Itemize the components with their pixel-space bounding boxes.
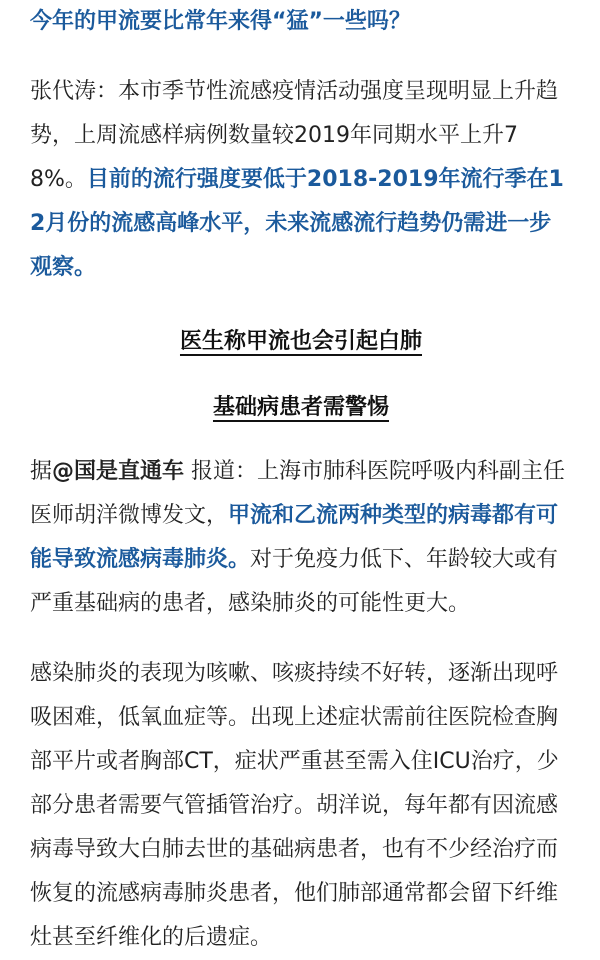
spacer <box>30 626 572 652</box>
section-heading-2 <box>30 386 572 430</box>
spacer <box>30 430 572 450</box>
spacer <box>30 290 572 320</box>
paragraph-1 <box>30 70 572 290</box>
paragraph-2 <box>30 450 572 626</box>
paragraph-1-text: 本市季节性流感疫情活动强度呈现明显上升趋势，上周流感样病例数量较2019年同期水平上升78%。 <box>30 79 559 192</box>
question-heading: 今年的甲流要比常年来得“猛”一些吗？ <box>30 9 411 34</box>
paragraph-1-highlight: 目前的流行强度要低于2018-2019年流行季在12月份的流感高峰水平，未来流感流行趋势仍需进一步观察。 <box>30 167 564 280</box>
section-heading-2-text: 基础病患者需警惕 <box>212 395 389 420</box>
source-account: @国是直通车 <box>52 459 185 484</box>
paragraph-2-text: 报道：上海市肺科医院呼吸内科副主任医师胡洋微博发文， <box>30 459 566 528</box>
section-heading-1-text: 医生称甲流也会引起白肺 <box>179 329 422 354</box>
paragraph-2-prefix: 据 <box>30 459 53 484</box>
spacer <box>30 44 572 70</box>
paragraph-2-tail: 对于免疫力低下、年龄较大或有严重基础病的患者，感染肺炎的可能性更大。 <box>30 547 559 616</box>
spacer <box>30 364 572 386</box>
speaker-name: 张代涛： <box>30 79 119 104</box>
section-heading-1 <box>30 320 572 364</box>
paragraph-2-highlight: 甲流和乙流两种类型的病毒都有可能导致流感病毒肺炎。 <box>30 503 559 572</box>
paragraph-3: 感染肺炎的表现为咳嗽、咳痰持续不好转，逐渐出现呼吸困难，低氧血症等。出现上述症状需前往医院检查胸部平片或者胸部CT，症状严重甚至需入住ICU治疗，少部分患者需要气管插管治疗。胡洋说，每年都有因流感病毒导致大白肺去世的基础病患者，也有不少经治疗而恢复的流感病毒肺炎患者，他们肺部通常都会留下纤维灶甚至纤维化的后遗症。 <box>30 661 559 950</box>
